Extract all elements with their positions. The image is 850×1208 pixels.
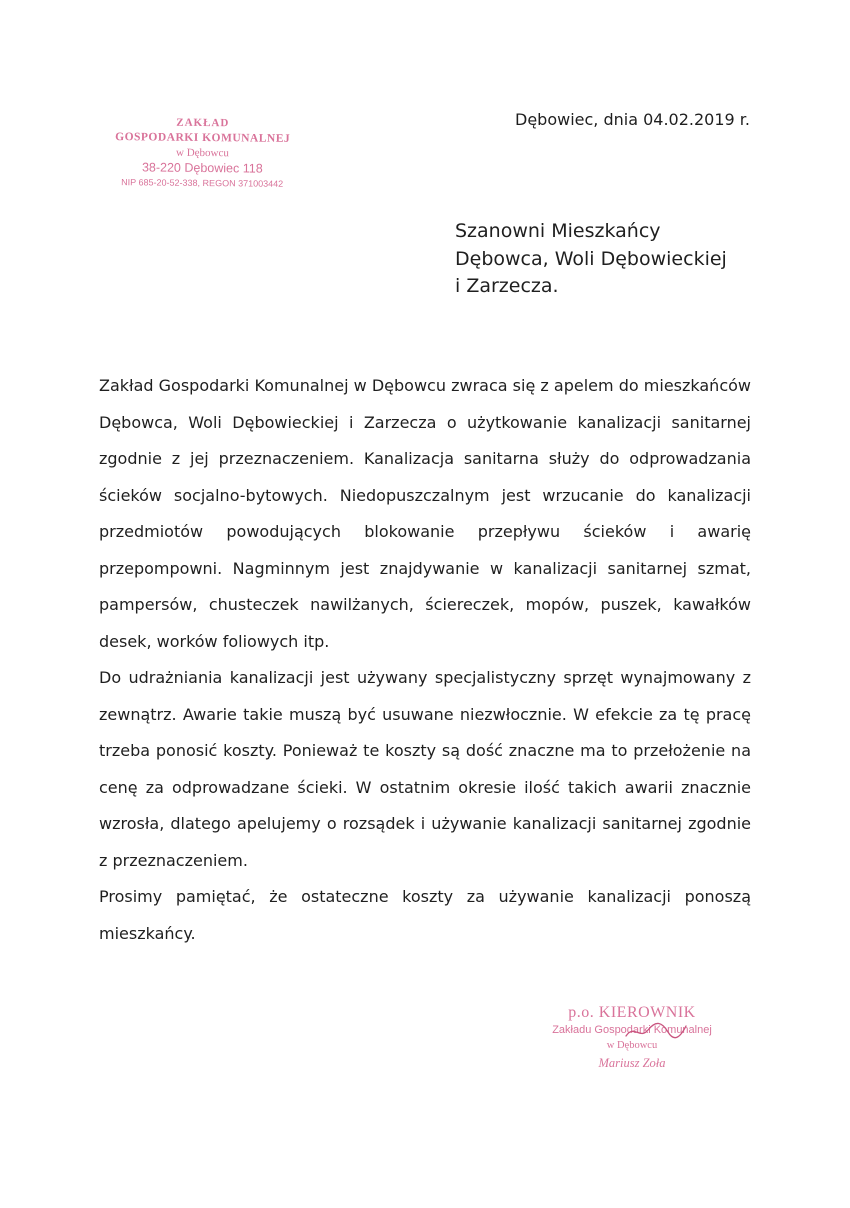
stamp-line-3: w Dębowcu xyxy=(176,146,229,160)
company-stamp xyxy=(100,115,306,192)
addressee-line-1: Szanowni Mieszkańcy xyxy=(455,220,661,242)
body-paragraph-3: Prosimy pamiętać, że ostateczne koszty za używanie kanalizacji ponoszą mieszkańcy. xyxy=(99,887,751,943)
letter-body xyxy=(99,368,751,952)
body-paragraph-1: Zakład Gospodarki Komunalnej w Dębowcu zwraca się z apelem do mieszkańców Dębowca, Woli Dębowieckiej i Zarzecza o użytkowanie kanalizacji sanitarnej zgodnie z jej przeznaczeniem. Kanalizacja sanitarna służy do odprowadzania ścieków socjalno-bytowych. Niedopuszczalnym jest wrzucanie do kanalizacji przedmiotów powodujących blokowanie przepływu ścieków i awarię przepompowni. Nagminnym jest znajdywanie w kanalizacji sanitarnej szmat, pampersów, chusteczek nawilżanych, ściereczek, mopów, puszek, kawałków desek, worków foliowych itp. xyxy=(99,376,751,651)
handwritten-signature xyxy=(620,1014,690,1044)
signature-name: Mariusz Zoła xyxy=(598,1056,666,1070)
signature-org: Zakładu Gospodarki Komunalnej xyxy=(552,1024,712,1036)
stamp-line-4: 38-220 Dębowiec 118 xyxy=(141,160,263,176)
stamp-line-1: ZAKŁAD xyxy=(176,116,230,130)
signature-title: p.o. KIEROWNIK xyxy=(568,1004,696,1021)
addressee-line-3: i Zarzecza. xyxy=(455,275,559,297)
body-paragraph-2: Do udrażniania kanalizacji jest używany specjalistyczny sprzęt wynajmowany z zewnątrz. Awarie takie muszą być usuwane niezwłocznie. W efekcie za tę pracę trzeba ponosić koszty. Ponieważ te koszty są dość znaczne ma to przełożenie na cenę za odprowadzane ścieki. W ostatnim okresie ilość takich awarii znacznie wzrosła, dlatego apelujemy o rozsądek i używanie kanalizacji sanitarnej zgodnie z przeznaczeniem. xyxy=(99,668,751,870)
signature-place: w Dębowcu xyxy=(606,1040,658,1051)
stamp-line-5: NIP 685-20-52-338, REGON 371003442 xyxy=(121,177,284,189)
addressee-line-2: Dębowca, Woli Dębowieckiej xyxy=(455,247,727,270)
letter-date: Dębowiec, dnia 04.02.2019 r. xyxy=(515,110,750,129)
stamp-line-2: GOSPODARKI KOMUNALNEJ xyxy=(115,131,291,145)
addressee xyxy=(455,218,727,301)
